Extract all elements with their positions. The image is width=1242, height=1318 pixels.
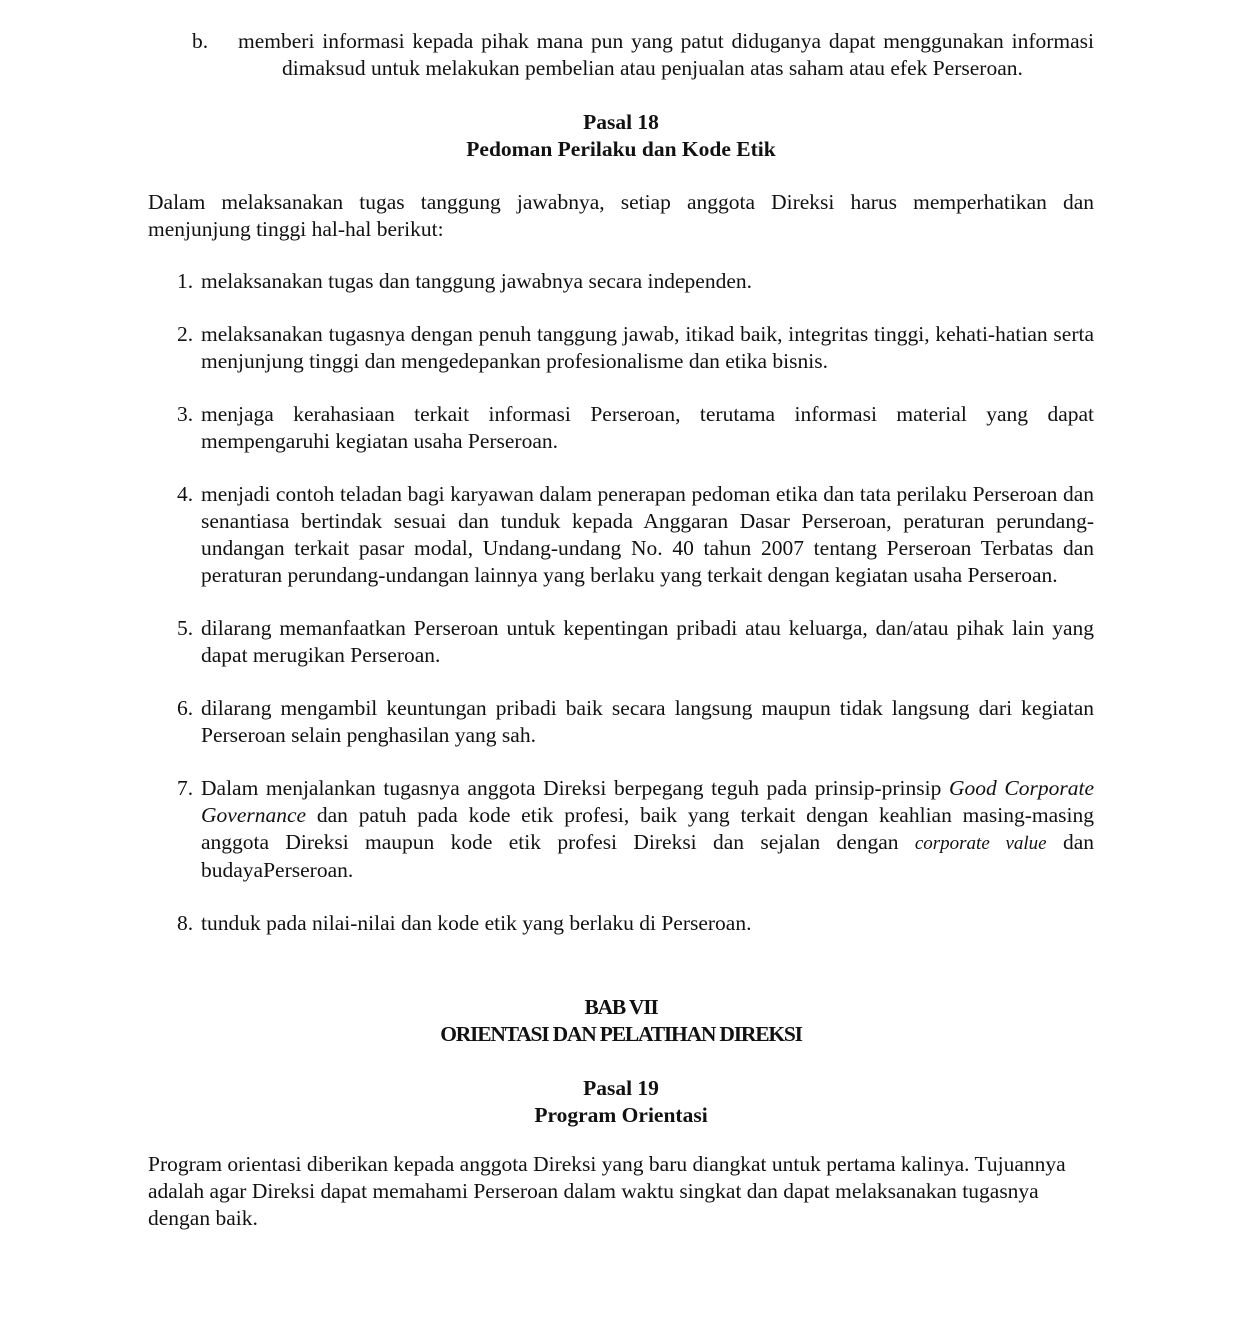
pasal-19-number: Pasal 19 [583,1076,659,1100]
list-item-number: 6. [177,696,194,720]
list-item [148,401,1094,455]
italic-term: corporate value [914,833,1047,854]
list-item-text: melaksanakan tugasnya dengan penuh tanggung jawab, itikad baik, integritas tinggi, kehati-hatian serta menjunjung tinggi dan mengedepankan profesionalisme dan etika bisnis. [201,322,1094,373]
list-item-text: dilarang mengambil keuntungan pribadi baik secara langsung maupun tidak langsung dari kegiatan Perseroan selain penghasilan yang sah. [201,696,1094,747]
list-item [148,481,1094,589]
pasal-19-text: Program orientasi diberikan kepada anggota Direksi yang baru diangkat untuk pertama kalinya. Tujuannya adalah agar Direksi dapat memahami Perseroan dalam waktu singkat dan dapat melaksanakan tugasnya dengan baik. [148,1152,1066,1230]
list-item-number: 8. [177,911,194,935]
pasal-18-intro: Dalam melaksanakan tugas tanggung jawabnya, setiap anggota Direksi harus memperhatikan dan menjunjung tinggi hal-hal berikut: [148,190,1094,241]
list-item-number: 7. [177,776,194,800]
pasal-18-title: Pedoman Perilaku dan Kode Etik [466,137,776,161]
list-item-text: dilarang memanfaatkan Perseroan untuk kepentingan pribadi atau keluarga, dan/atau pihak lain yang dapat merugikan Perseroan. [201,616,1094,667]
list-item-text: melaksanakan tugas dan tanggung jawabnya secara independen. [201,269,753,293]
list-item [148,695,1094,749]
document-page [148,28,1094,1232]
bab-7-number: BAB VII [584,995,658,1019]
list-item-number: 4. [177,482,194,506]
item-marker: b. [192,29,209,53]
list-item [148,775,1094,884]
continuation-item-b [192,28,1094,82]
list-item-text: Dalam menjalankan tugasnya anggota Direksi berpegang teguh pada prinsip-prinsip Good Corporate Governance dan patuh pada kode etik profesi, baik yang terkait dengan keahlian masing-masing anggota Direksi maupun kode etik profesi Direksi dan sejalan dengan corporate value dan budayaPerseroan. [201,776,1095,882]
list-item-text: menjadi contoh teladan bagi karyawan dalam penerapan pedoman etika dan tata perilaku Perseroan dan senantiasa bertindak sesuai dan tunduk kepada Anggaran Dasar Perseroan, peraturan perundang-undangan terkait pasar modal, Undang-undang No. 40 tahun 2007 tentang Perseroan Terbatas dan peraturan perundang-undangan lainnya yang berlaku yang terkait dengan kegiatan usaha Perseroan. [201,482,1094,587]
list-item-text: menjaga kerahasiaan terkait informasi Perseroan, terutama informasi material yang dapat mempengaruhi kegiatan usaha Perseroan. [201,402,1094,453]
italic-term: Good Corporate Governance [201,776,1094,827]
list-item-number: 5. [177,616,194,640]
bab-7-title: ORIENTASI DAN PELATIHAN DIREKSI [440,1022,802,1046]
pasal-19-title: Program Orientasi [534,1103,708,1127]
item-text: memberi informasi kepada pihak mana pun yang patut diduganya dapat menggunakan informasi dimaksud untuk melakukan pembelian atau penjualan atas saham atau efek Perseroan. [238,29,1094,80]
list-item-number: 2. [177,322,194,346]
list-item [148,321,1094,375]
list-item-text: tunduk pada nilai-nilai dan kode etik yang berlaku di Perseroan. [201,911,752,935]
list-item [148,268,1094,295]
list-item-number: 1. [177,269,194,293]
list-item [148,910,1094,937]
list-item [148,615,1094,669]
pasal-18-number: Pasal 18 [583,110,659,134]
list-item-number: 3. [177,402,194,426]
